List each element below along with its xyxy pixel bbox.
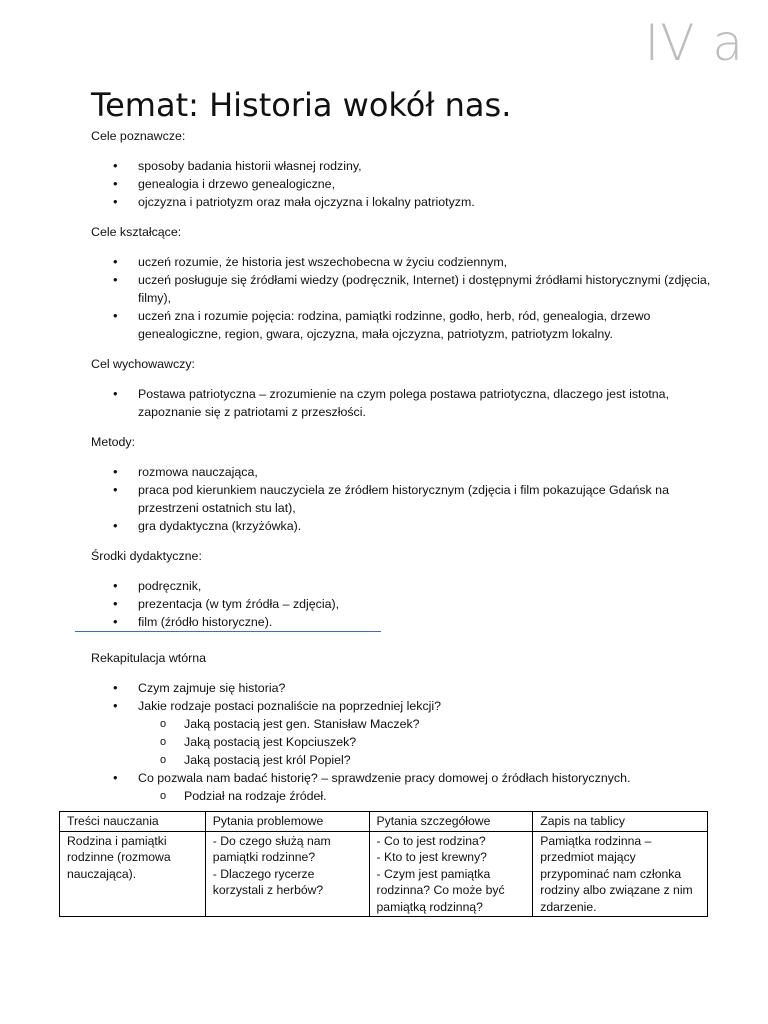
list-item: • genealogia i drzewo genealogiczne,	[138, 175, 711, 193]
list-item-text: Jakie rodzaje postaci poznaliście na poprzedniej lekcji?	[138, 699, 442, 713]
list-cognitive-goals	[91, 157, 711, 211]
sublist-item: o Podział na rodzaje źródeł.	[184, 787, 731, 805]
list-recap-questions	[91, 679, 731, 805]
lesson-goals	[91, 127, 711, 643]
sublist-characters	[138, 715, 731, 769]
section-heading-educational: Cele kształcące:	[91, 225, 182, 239]
sublist-item: o Jaką postacią jest Kopciuszek?	[184, 733, 731, 751]
cell-line: - Czym jest pamiątka rodzinna? Co może być pamiątką rodzinną?	[376, 866, 505, 914]
section-heading-teaching-aids: Środki dydaktyczne:	[91, 549, 202, 563]
list-educational-goals	[91, 253, 711, 343]
table-header: Pytania problemowe	[205, 812, 369, 832]
separator-line	[75, 631, 381, 632]
cell-line: - Do czego służą nam pamiątki rodzinne?	[212, 833, 331, 864]
cell-line: - Dlaczego rycerze korzystali z herbów?	[212, 866, 324, 897]
list-item-text: Co pozwala nam badać historię? – sprawdzenie pracy domowej o źródłach historycznych.	[138, 771, 631, 785]
list-item: • rozmowa nauczająca,	[138, 463, 711, 481]
list-item: • uczeń posługuje się źródłami wiedzy (podręcznik, Internet) i dostępnymi źródłami historycznymi (zdjęcia, filmy),	[138, 271, 711, 307]
page-title: Temat: Historia wokół nas.	[91, 86, 512, 124]
list-methods	[91, 463, 711, 535]
list-item	[138, 697, 731, 769]
list-item	[138, 769, 731, 805]
table-cell-problem-questions	[205, 831, 369, 917]
sublist-item: o Jaką postacią jest król Popiel?	[184, 751, 731, 769]
lesson-table	[59, 811, 708, 917]
class-label: IV a	[644, 14, 744, 72]
list-item: • Czym zajmuje się historia?	[138, 679, 731, 697]
table-row	[60, 831, 708, 917]
list-item: • ojczyzna i patriotyzm oraz mała ojczyzna i lokalny patriotyzm.	[138, 193, 711, 211]
sublist-item: o Jaką postacią jest gen. Stanisław Maczek?	[184, 715, 731, 733]
cell-line: - Co to jest rodzina?	[376, 833, 486, 848]
section-heading-upbringing: Cel wychowawczy:	[91, 357, 195, 371]
list-upbringing-goals	[91, 385, 711, 421]
sublist-sources	[138, 787, 731, 805]
table-header: Pytania szczegółowe	[369, 812, 533, 832]
list-item: • uczeń zna i rozumie pojęcia: rodzina, pamiątki rodzinne, godło, herb, ród, genealogia, drzewo genealogiczne, region, gwara, ojczyzna, mała ojczyzna, patriotyzm, patriotyzm lokalny.	[138, 307, 711, 343]
list-item: • sposoby badania historii własnej rodziny,	[138, 157, 711, 175]
table-cell-content: Rodzina i pamiątki rodzinne (rozmowa nauczająca).	[60, 831, 206, 917]
list-item: • film (źródło historyczne).	[138, 613, 711, 631]
section-heading-cognitive: Cele poznawcze:	[91, 129, 186, 143]
section-heading-recap: Rekapitulacja wtórna	[91, 651, 207, 665]
table-header-row	[60, 812, 708, 832]
list-teaching-aids	[91, 577, 711, 631]
list-item: • praca pod kierunkiem nauczyciela ze źródłem historycznym (zdjęcia i film pokazujące Gdańsk na przestrzeni ostatnich stu lat),	[138, 481, 711, 517]
table-header: Treści nauczania	[60, 812, 206, 832]
section-heading-methods: Metody:	[91, 435, 136, 449]
list-item: • podręcznik,	[138, 577, 711, 595]
table-cell-detail-questions	[369, 831, 533, 917]
list-item: • prezentacja (w tym źródła – zdjęcia),	[138, 595, 711, 613]
table-cell-board-note: Pamiątka rodzinna – przedmiot mający przypominać nam członka rodziny albo związane z nim zdarzenie.	[533, 831, 708, 917]
recap-section	[91, 649, 731, 817]
list-item: • uczeń rozumie, że historia jest wszechobecna w życiu codziennym,	[138, 253, 711, 271]
cell-line: - Kto to jest krewny?	[376, 850, 487, 864]
list-item: • gra dydaktyczna (krzyżówka).	[138, 517, 711, 535]
list-item: • Postawa patriotyczna – zrozumienie na czym polega postawa patriotyczna, dlaczego jest istotna, zapoznanie się z patriotami z przeszłości.	[138, 385, 711, 421]
table-header: Zapis na tablicy	[533, 812, 708, 832]
